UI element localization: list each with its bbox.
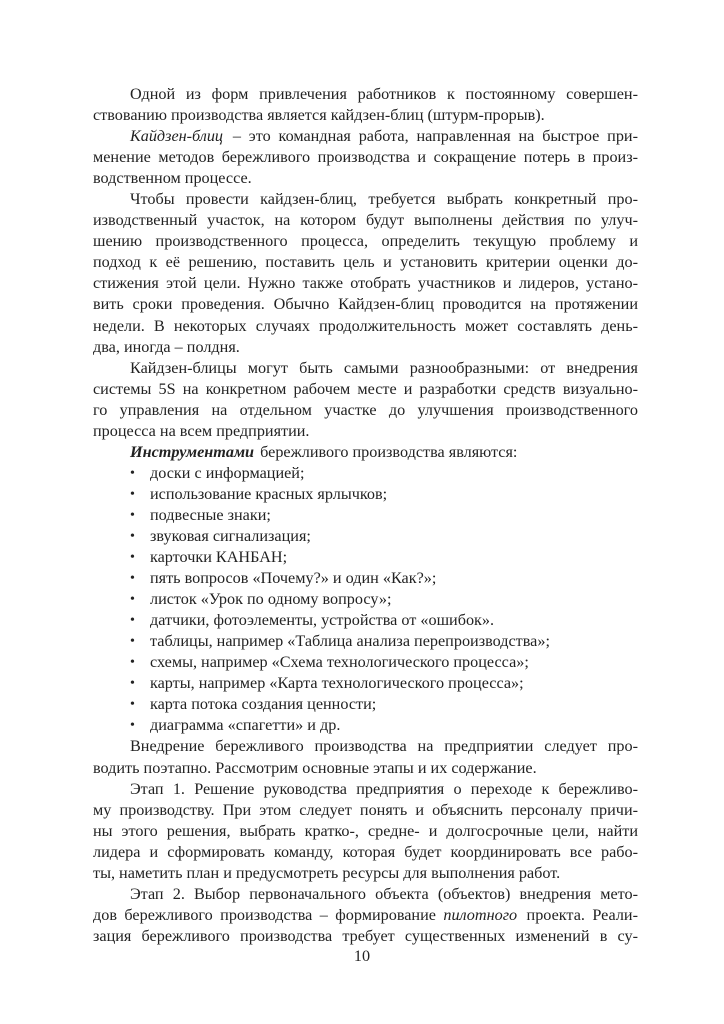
text-line [93, 337, 638, 358]
list-item [93, 505, 638, 526]
list-item [93, 631, 638, 652]
text-line [93, 168, 638, 189]
paragraph [93, 442, 638, 463]
paragraph [93, 189, 638, 357]
text-span: зация бережливого производства требует существенных изменений в су- [93, 926, 638, 945]
text-span: проекта. Реали- [519, 905, 638, 924]
bullet-icon: • [130, 550, 135, 566]
bullet-icon: • [130, 465, 135, 481]
paragraph [93, 126, 638, 189]
text-span: водственном процессе. [93, 169, 252, 188]
paragraph [93, 84, 638, 126]
text-line [93, 736, 638, 757]
list-item [93, 652, 638, 673]
emphasized-term: пилотного [443, 905, 518, 924]
list-item [93, 484, 638, 505]
text-line [93, 105, 638, 126]
list-item-text: карточки КАНБАН; [150, 548, 288, 567]
list-item [93, 715, 638, 736]
text-span: стижения этой цели. Нужно также отобрать участников и лидеров, устано- [93, 274, 638, 293]
text-line [93, 863, 638, 884]
text-line [93, 294, 638, 315]
text-span: системы 5S на конкретном рабочем месте и разработки средств визуально- [93, 379, 638, 398]
list-item [93, 568, 638, 589]
text-line [93, 126, 638, 147]
list-item-text: доски с информацией; [150, 463, 305, 482]
bullet-icon: • [130, 507, 135, 523]
text-line [93, 379, 638, 400]
bullet-icon: • [130, 528, 135, 544]
bullet-icon: • [130, 655, 135, 671]
text-span: Одной из форм привлечения работников к постоянному совершен- [130, 85, 638, 103]
bullet-icon: • [130, 571, 135, 587]
list-item-text: пять вопросов «Почему?» и один «Как?»; [150, 569, 437, 588]
bullet-icon: • [130, 592, 135, 608]
paragraph [93, 884, 638, 947]
text-span: Внедрение бережливого производства на предприятии следует про- [130, 737, 638, 756]
text-span: бережливого производства являются: [256, 442, 518, 461]
text-span: Чтобы провести кайдзен-блиц, требуется выбрать конкретный про- [130, 190, 638, 209]
list-item-text: схемы, например «Схема технологического процесса»; [150, 653, 529, 672]
text-span: шению производственного процесса, определить текущую проблему и [93, 232, 638, 251]
text-span: вить сроки проведения. Обычно Кайдзен-блиц проводится на протяжении [93, 295, 638, 314]
text-line [93, 358, 638, 379]
emphasized-term: Инструментами [130, 442, 255, 461]
page-body [93, 84, 638, 947]
text-line [93, 926, 638, 947]
text-span: го управления на отдельном участке до улучшения производственного [93, 400, 638, 419]
bullet-icon: • [130, 634, 135, 650]
list-item-text: диаграмма «спагетти» и др. [150, 716, 341, 735]
text-span: ствованию производства является кайдзен-блиц (штурм-прорыв). [93, 106, 545, 125]
bullet-icon: • [130, 718, 135, 734]
emphasized-term: Кайдзен-блиц [130, 127, 224, 146]
list-item-text: карты, например «Карта технологического процесса»; [150, 674, 524, 693]
list-item [93, 463, 638, 484]
text-line [93, 273, 638, 294]
text-span: подход к её решению, поставить цель и установить критерии оценки до- [93, 253, 638, 272]
text-span: недели. В некоторых случаях продолжительность может составлять день- [93, 316, 638, 335]
text-span: водить поэтапно. Рассмотрим основные этапы и их содержание. [93, 758, 537, 777]
list-item-text: датчики, фотоэлементы, устройства от «ошибок». [150, 611, 495, 630]
text-span: дов бережливого производства – формирование [93, 905, 444, 924]
text-line [93, 758, 638, 779]
text-line [93, 821, 638, 842]
text-line [93, 442, 638, 463]
text-line [93, 884, 638, 905]
text-line [93, 800, 638, 821]
text-span: ны этого решения, выбрать кратко-, средне- и долгосрочные цели, найти [93, 821, 638, 840]
list-item-text: подвесные знаки; [150, 505, 271, 524]
list-item-text: звуковая сигнализация; [150, 526, 311, 545]
text-line [93, 210, 638, 231]
text-line [93, 231, 638, 252]
list-item-text: таблицы, например «Таблица анализа перепроизводства»; [150, 632, 550, 651]
text-span: два, иногда – полдня. [93, 337, 240, 356]
paragraph [93, 358, 638, 442]
text-span: лидера и сформировать команду, которая будет координировать все рабо- [93, 842, 638, 861]
text-span: изводственный участок, на котором будут выполнены действия по улуч- [93, 211, 638, 230]
list-item [93, 694, 638, 715]
text-line [93, 421, 638, 442]
text-span: Кайдзен-блицы могут быть самыми разнообразными: от внедрения [130, 358, 638, 377]
list-item [93, 673, 638, 694]
paragraph [93, 779, 638, 884]
list-item [93, 610, 638, 631]
text-line [93, 779, 638, 800]
bullet-icon: • [130, 697, 135, 713]
text-line [93, 842, 638, 863]
text-span: Этап 2. Выбор первоначального объекта (объектов) внедрения мето- [130, 884, 638, 903]
text-line [93, 400, 638, 421]
text-span: Этап 1. Решение руководства предприятия о переходе к бережливо- [130, 779, 638, 798]
paragraph [93, 736, 638, 778]
list-item [93, 526, 638, 547]
text-span: процесса на всем предприятии. [93, 421, 310, 440]
page-number: 10 [353, 947, 371, 965]
text-line [93, 905, 638, 926]
text-span: му производству. При этом следует понять и объяснить персоналу причи- [93, 800, 638, 819]
list-item [93, 547, 638, 568]
list-item [93, 589, 638, 610]
text-line [93, 84, 638, 105]
tools-list [93, 463, 638, 737]
text-line [93, 189, 638, 210]
text-line [93, 316, 638, 337]
text-span: ты, наметить план и предусмотреть ресурсы для выполнения работ. [93, 863, 561, 882]
bullet-icon: • [130, 486, 135, 502]
text-line [93, 252, 638, 273]
list-item-text: листок «Урок по одному вопросу»; [150, 590, 392, 609]
list-item-text: использование красных ярлычков; [150, 484, 388, 503]
bullet-icon: • [130, 613, 135, 629]
bullet-icon: • [130, 676, 135, 692]
text-span: менение методов бережливого производства и сокращение потерь в произ- [93, 148, 638, 167]
text-span: – это командная работа, направленная на быстрое при- [225, 127, 638, 146]
text-line [93, 147, 638, 168]
list-item-text: карта потока создания ценности; [150, 695, 377, 714]
